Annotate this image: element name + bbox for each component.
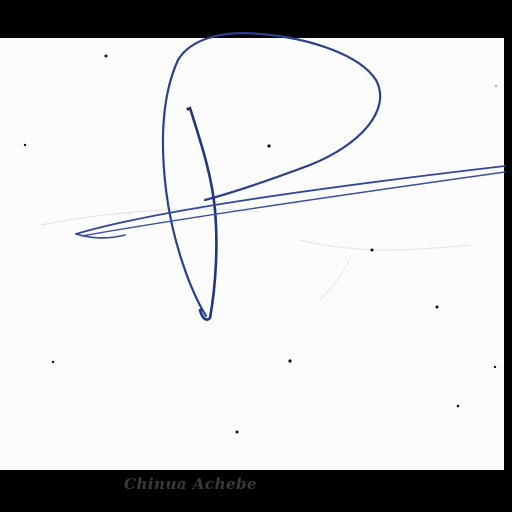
signature-underline-stroke bbox=[82, 172, 505, 236]
signature-loop-stroke bbox=[163, 33, 380, 316]
ink-speck bbox=[24, 144, 26, 146]
ink-speck bbox=[494, 366, 496, 368]
signer-name: Chinua Achebe bbox=[124, 475, 258, 493]
signature-underline-stroke bbox=[76, 166, 505, 234]
faint-pencil-trace bbox=[320, 258, 350, 300]
ink-speck bbox=[288, 359, 291, 362]
signature-hook-stroke bbox=[76, 234, 125, 238]
ink-speck bbox=[371, 249, 374, 252]
ink-speck bbox=[457, 405, 460, 408]
ink-speck bbox=[105, 55, 108, 58]
ink-speck bbox=[495, 85, 497, 87]
ink-speck bbox=[236, 431, 239, 434]
ink-speck bbox=[52, 361, 54, 363]
ink-speck bbox=[267, 144, 270, 147]
ink-speck bbox=[186, 107, 189, 110]
signature-inner-stroke bbox=[190, 108, 216, 320]
faint-pencil-trace bbox=[300, 240, 470, 250]
ink-speck bbox=[436, 306, 439, 309]
